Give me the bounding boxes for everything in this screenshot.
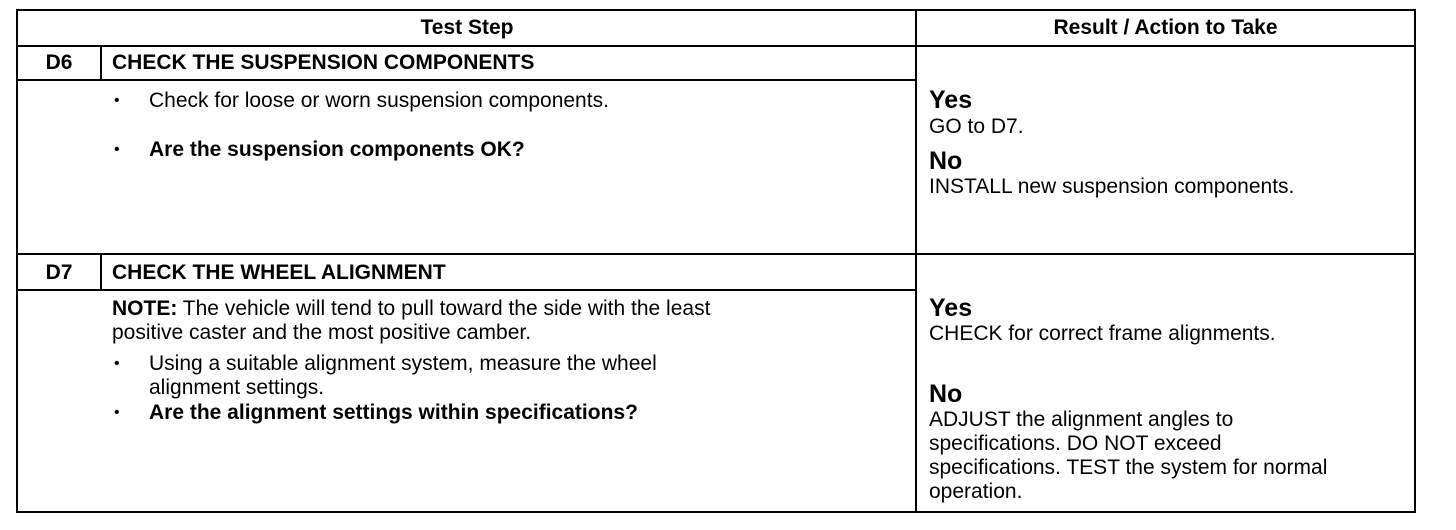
d7-question: Are the alignment settings within specifications?: [149, 401, 638, 424]
d6-question: Are the suspension components OK?: [149, 138, 525, 161]
bullet-glyph: •: [114, 404, 120, 421]
d7-no-action-line4: operation.: [929, 480, 1023, 503]
column-divider: [915, 11, 917, 511]
d7-no-action-line1: ADJUST the alignment angles to: [929, 408, 1234, 431]
header-test-step: Test Step: [420, 16, 514, 39]
d6-id-divider: [100, 45, 102, 81]
step-id-d7: D7: [45, 261, 73, 284]
header-result-action: Result / Action to Take: [1053, 16, 1278, 39]
d7-note-text: The vehicle will tend to pull toward the side with the least: [182, 297, 711, 320]
diagnostic-table: [16, 9, 1416, 513]
d7-yes-label: Yes: [929, 294, 973, 322]
d7-yes-action: CHECK for correct frame alignments.: [929, 322, 1276, 345]
step-id-d6: D6: [45, 51, 73, 74]
d7-bullet-line1: Using a suitable alignment system, measure the wheel: [149, 352, 657, 375]
d7-no-action-line2: specifications. DO NOT exceed: [929, 432, 1222, 455]
d6-d7-divider: [18, 253, 1414, 255]
bullet-glyph: •: [114, 92, 120, 109]
d7-title-divider: [18, 289, 916, 291]
step-title-d6: CHECK THE SUSPENSION COMPONENTS: [112, 51, 535, 74]
header-divider: [18, 45, 1414, 47]
bullet-glyph: •: [114, 141, 120, 158]
d6-no-label: No: [929, 147, 963, 175]
d7-note-label: NOTE:: [112, 297, 178, 320]
d7-bullet-line2: alignment settings.: [149, 376, 325, 399]
bullet-glyph: •: [114, 355, 120, 372]
d7-no-label: No: [929, 380, 963, 408]
d7-id-divider: [100, 253, 102, 291]
d6-yes-label: Yes: [929, 86, 973, 114]
step-title-d7: CHECK THE WHEEL ALIGNMENT: [112, 261, 446, 284]
d6-title-divider: [18, 79, 916, 81]
d6-bullet-check: Check for loose or worn suspension components.: [149, 89, 609, 112]
d6-yes-action: GO to D7.: [929, 115, 1024, 138]
d6-no-action: INSTALL new suspension components.: [929, 175, 1295, 198]
d7-no-action-line3: specifications. TEST the system for normal: [929, 456, 1328, 479]
d7-note-line2: positive caster and the most positive camber.: [112, 321, 532, 344]
d7-note-line1: [112, 297, 710, 321]
